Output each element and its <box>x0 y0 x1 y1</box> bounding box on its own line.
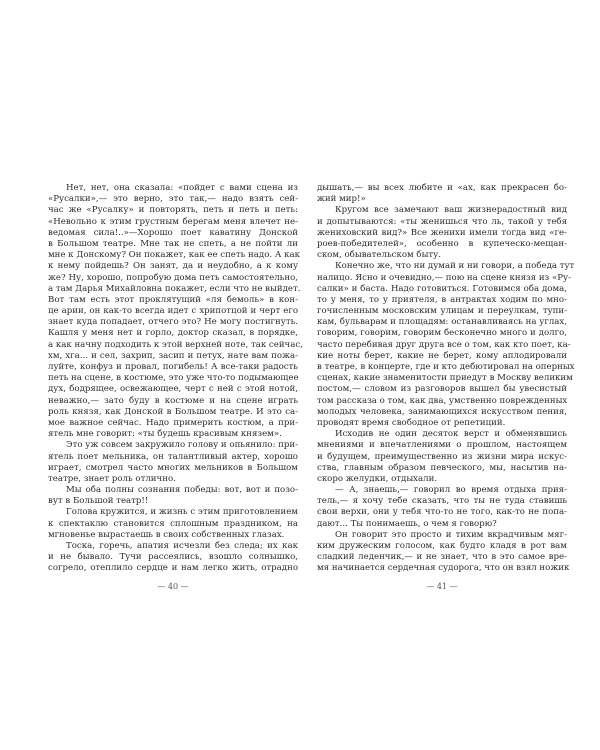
text-line: роль князя, как Донской в Большом театре. И это са- <box>48 406 298 417</box>
text-line: роев-победителей», особенно в купеческо-мещан- <box>317 238 567 249</box>
text-line: — А, знаешь,— говорил во время отдыха прия- <box>335 485 567 496</box>
text-line: театре, знает роль отлично. <box>48 473 176 484</box>
text-line: и не бывало. Тучи рассеялись, взошло солнышко, <box>48 552 298 563</box>
text-line: играет, смотрел часто многих мельников в Большом <box>48 462 298 473</box>
text-line: том рассказа о том, как два, умственно поврежденных <box>317 395 568 406</box>
text-line: ском, обывательском быту. <box>317 250 441 261</box>
text-line: сладкий леденчик,— и не знает, что в это самое вре- <box>317 552 567 563</box>
text-line: а как начну подходить к этой верхней ноте, так сейчас, <box>48 339 303 350</box>
text-line: ятель мне говорит: «ты будешь красивым князем». <box>48 429 282 440</box>
text-line: же? Ну, хорошо, попробую дома петь самостоятельно, <box>48 272 298 283</box>
text-line: Он говорит это просто и тихим вкрадчивым мяг- <box>335 529 567 540</box>
text-line: Вот там есть этот проклятущий «ля бемоль» в кон- <box>48 294 298 305</box>
text-line: кам, бульварам и площадям: останавливаясь на углах, <box>317 317 567 328</box>
right-page-text <box>317 183 575 575</box>
left-page-text <box>48 183 303 575</box>
text-line: салки» и баста. Надо готовиться. Готовимся оба дома, <box>317 283 567 294</box>
text-line: ятель поет мельника, он талантливый актер, хорошо <box>48 451 298 462</box>
text-line: говорим, говорим, говорим бесконечно много и долго, <box>317 328 567 339</box>
text-line: Мы оба полны сознания победы: вот, вот и позо- <box>66 485 298 496</box>
text-line: в театре, в концерте, где и кто дебютировал на оперных <box>317 362 575 372</box>
text-line: в Большом театре. Мне так не спеть, а не пойти ли <box>48 238 298 249</box>
text-line: дают... Ты понимаешь, о чем я говорю? <box>317 518 497 529</box>
text-line: постом,— словом из разговоров вышел бы увесистый <box>317 384 567 395</box>
text-line: мое важное сейчас. Надо примерить костюм, а при- <box>48 417 298 428</box>
text-line: и будущем, преимущественно из жизни мира искус- <box>317 451 567 462</box>
text-line: Кашля у меня нет и горло, доктор сказал, в порядке, <box>48 328 298 339</box>
text-line: и допытываются: «ты женишься что ль, такой у тебя <box>317 216 567 227</box>
text-line: свои верхи, они у тебя что-то не того, как-то не попа- <box>317 507 567 518</box>
text-line: мне к Донскому? Он покажет, как ее спеть надо. А как <box>48 250 300 261</box>
text-line: луйте, конфуз и провал, погибель! А все-таки радость <box>48 362 298 372</box>
text-line: молодых человека, занимающихся искусством пения, <box>317 406 567 417</box>
text-line: знает куда попадает, отчего это? Не могу постигнуть. <box>48 317 298 328</box>
text-line: к нему пойдешь? Он занят, да и неудобно, а к кому <box>48 261 298 272</box>
text-line: согрело, отеплило сердце и нам легко жить, отрадно <box>48 563 298 574</box>
page-number-right: — 41 — <box>426 582 458 591</box>
text-line: ства, главным образом певческого, мы, насытив на- <box>317 462 567 473</box>
paragraph <box>317 183 567 205</box>
text-line: кие ноты берет, какие не берет, кому аплодировали <box>317 350 567 361</box>
text-line: часто перебивая друг друга все о том, как кто поет, ка- <box>317 339 571 350</box>
text-line: петь на сцене, в костюме, это уже что-то подымающее <box>48 373 299 384</box>
text-line: дышать,— вы всех любите и «ах, как прекрасен бо- <box>317 183 567 193</box>
text-line: а там Дарья Михайловна покажет, если что не выйдет. <box>48 283 301 294</box>
text-line: налицо. Ясно и очевидно,— пою на сцене князя из «Ру- <box>317 272 571 283</box>
text-line: Исходив не один десяток верст и обменявшись <box>335 429 567 440</box>
page-number-left: — 40 — <box>157 582 189 591</box>
text-line: Это уж совсем закружило голову и опьянило: при- <box>66 440 298 451</box>
text-line: це арии, он как-то всегда идет с хрипотцой и черт его <box>48 306 298 317</box>
text-line: вут в Большой театр!! <box>48 496 149 507</box>
paragraph <box>48 183 303 440</box>
paragraph <box>48 541 298 575</box>
paragraph <box>317 485 567 530</box>
paragraph <box>317 429 567 485</box>
text-line: мнениями и впечатлениями о прошлом, настоящем <box>317 440 567 451</box>
text-line: жениховский вид?» Все женихи имели тогда вид «ге- <box>317 227 567 238</box>
text-line: ведомая сила!..»—Хорошо поет каватину Донской <box>48 227 298 238</box>
text-line: тель,— я хочу тебе сказать, что ты не туда ставишь <box>317 496 567 507</box>
text-line: жий мир!» <box>317 194 366 205</box>
paragraph <box>317 529 570 575</box>
text-line: Нет, нет, она сказала: «пойдет с вами сцена из <box>66 183 298 193</box>
text-line: неважно,— зато буду в костюме и на сцене играть <box>48 395 298 406</box>
text-line: сценах, какие знаменитости приедут в Москву великим <box>317 373 573 384</box>
text-line: то у меня, то у приятеля, в антрактах ходим по мно- <box>317 294 567 305</box>
text-line: час же «Русалку» и повторять, петь и петь и петь: <box>48 205 298 216</box>
text-line: ким дружеским голосом, как будто кладя в рот вам <box>317 541 567 551</box>
text-line: дух, бодрящее, освежающее, черт с ней с этой нотой, <box>48 384 298 395</box>
paragraph <box>317 261 575 429</box>
text-line: проводят время свободное от репетиций. <box>317 417 506 428</box>
text-line: Тоска, горечь, апатия исчезли без следа; их как <box>66 541 298 551</box>
text-line: «Невольно к этим грустным берегам меня влечет не- <box>48 216 298 227</box>
text-line: мя начинается сердечная судорога, что он взял ножик <box>317 563 570 574</box>
text-line: хм, хга... и сел, захрип, засип и петух, нате вам пожа- <box>48 350 298 361</box>
text-line: Конечно же, что ни думай и ни говори, а победа тут <box>335 261 575 272</box>
text-line: Кругом все замечают ваш жизнерадостный вид <box>335 205 567 216</box>
paragraph <box>48 440 298 485</box>
paragraph <box>48 485 298 507</box>
text-line: «Русалки»,— это верно, это так,— надо взять сей- <box>48 194 298 205</box>
text-line: Голова кружится, и жизнь с этим приготовлением <box>66 507 298 518</box>
text-line: гочисленным московским улицам и переулкам, тупи- <box>317 306 567 317</box>
text-line: к спектаклю становится сплошным праздником, на <box>48 518 298 529</box>
paragraph <box>48 507 298 541</box>
text-line: мгновенье вырастаешь в своих собственных глазах. <box>48 529 285 540</box>
paragraph <box>317 205 567 261</box>
text-line: скоро желудки, отдыхали. <box>317 473 438 484</box>
